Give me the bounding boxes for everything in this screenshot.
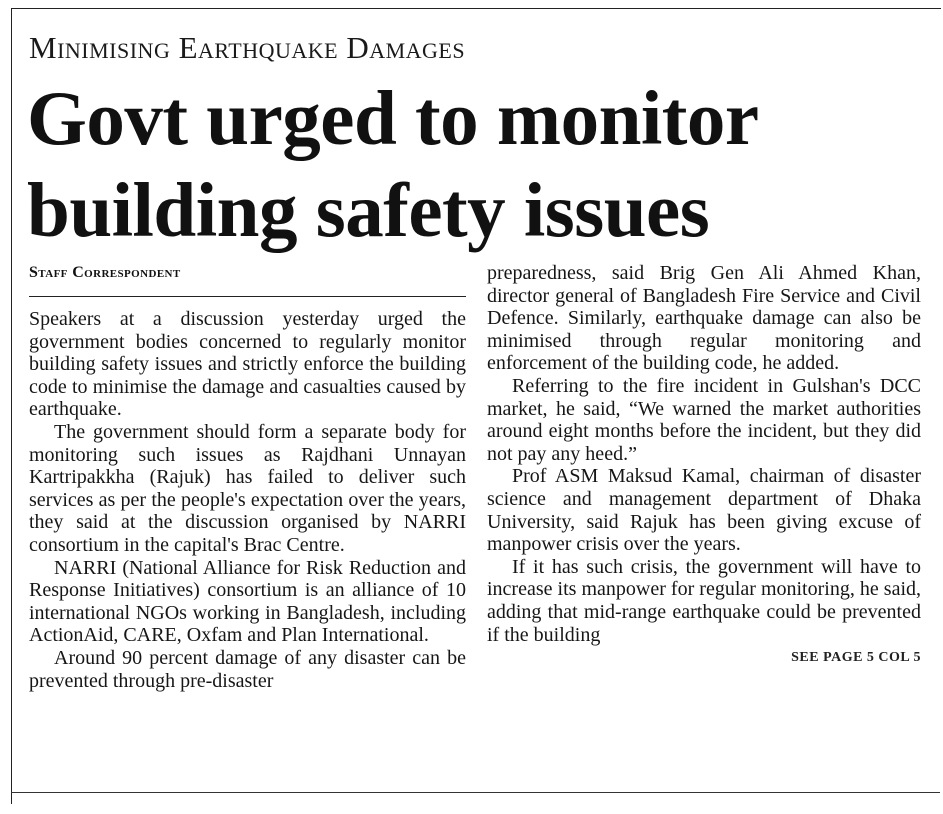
paragraph: Around 90 percent damage of any disaster can be prevented through pre-disaster — [29, 646, 466, 692]
byline: Staff Correspondent — [29, 262, 466, 297]
paragraph: Speakers at a discussion yesterday urged the government bodies concerned to regularly monitor building safety issues and strictly enforce the building code to minimise the damage and casualties caused by earthquake. — [29, 308, 466, 421]
article-column-right — [487, 262, 921, 670]
paragraph: The government should form a separate body for monitoring such issues as Rajdhani Unnayan Kartripakkha (Rajuk) has failed to deliver such services as per the people's expectation over the years, they said at the discussion organised by NARRI consortium in the capital's Brac Centre. — [29, 420, 466, 556]
paragraph: If it has such crisis, the government will have to increase its manpower for regular monitoring, he said, adding that mid-range earthquake could be prevented if the building — [487, 555, 921, 646]
article-column-left — [29, 262, 466, 692]
article-kicker: Minimising Earthquake Damages — [29, 30, 466, 65]
paragraph: Prof ASM Maksud Kamal, chairman of disaster science and management department of Dhaka University, said Rajuk has been giving excuse of manpower crisis over the years. — [487, 465, 921, 556]
continuation-note: SEE PAGE 5 COL 5 — [791, 650, 921, 666]
paragraph: preparedness, said Brig Gen Ali Ahmed Khan, director general of Bangladesh Fire Service and Civil Defence. Similarly, earthquake damage can also be minimised through regular monitoring and enforcement of the building code, he added. — [487, 262, 921, 375]
headline-line-1: Govt urged to monitor — [27, 75, 759, 161]
article-headline — [27, 72, 932, 256]
bottom-rule — [11, 792, 940, 793]
paragraph: NARRI (National Alliance for Risk Reduction and Response Initiatives) consortium is an alliance of 10 international NGOs working in Bangladesh, including ActionAid, CARE, Oxfam and Plan International. — [29, 556, 466, 647]
paragraph: Referring to the fire incident in Gulshan's DCC market, he said, “We warned the market authorities around eight months before the incident, but they did not pay any heed.” — [487, 374, 921, 465]
headline-line-2: building safety issues — [27, 167, 710, 253]
